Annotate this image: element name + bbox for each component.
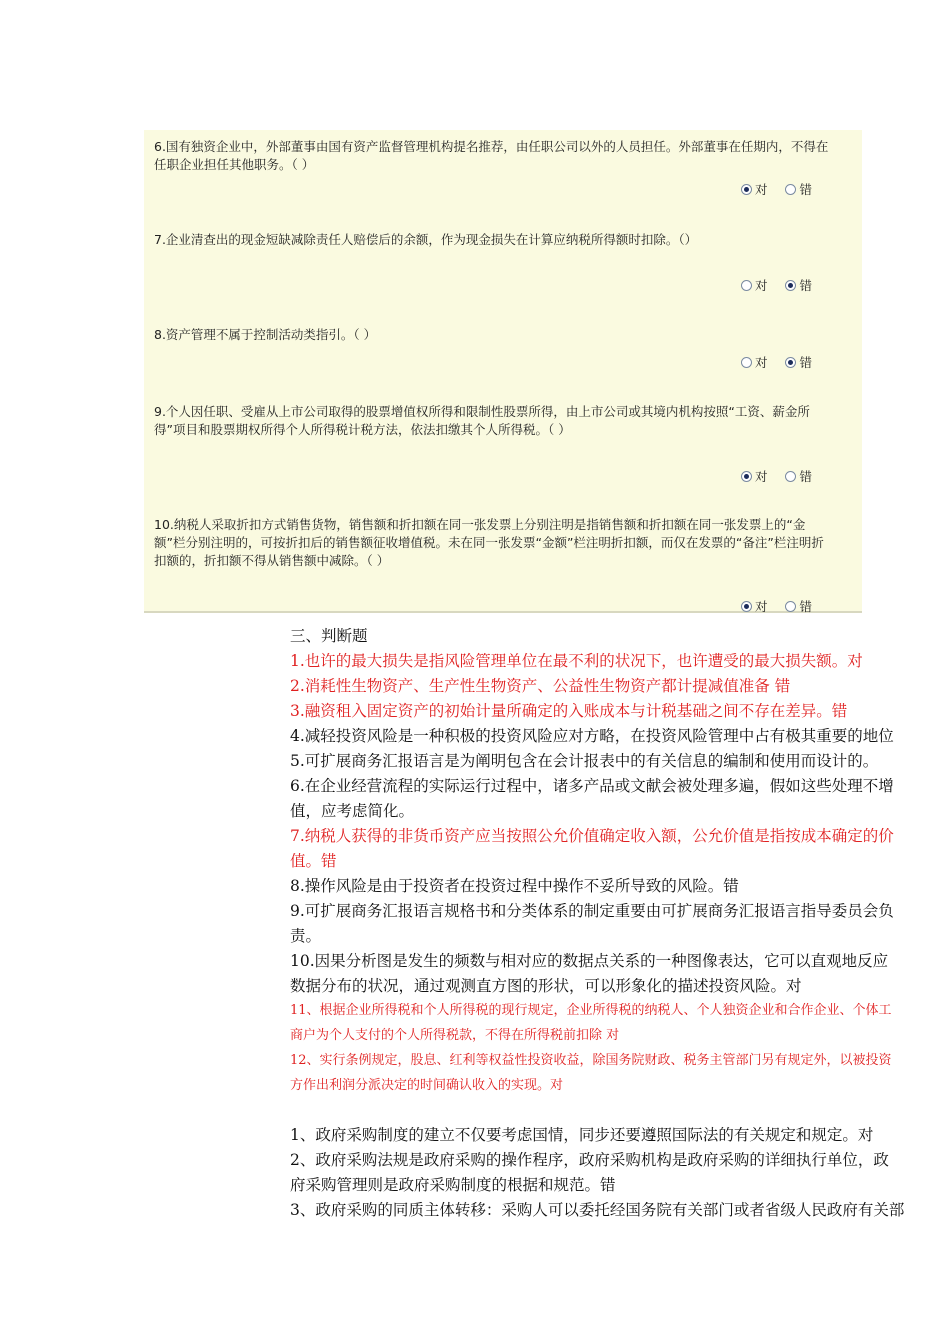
- item-line: 7.纳税人获得的非货币资产应当按照公允价值确定收入额，公允价值是指按成本确定的价: [290, 827, 894, 845]
- item-line: 5.可扩展商务汇报语言是为阐明包含在会计报表中的有关信息的编制和使用而设计的。: [290, 752, 879, 770]
- item-line: 商户为个人支付的个人所得税款，不得在所得税前扣除 对: [290, 1028, 620, 1043]
- item-line: 值，应考虑简化。: [290, 802, 415, 820]
- q7-option-false[interactable]: 错: [785, 276, 812, 294]
- radio-unchecked-icon[interactable]: [785, 601, 796, 612]
- radio-checked-icon[interactable]: [741, 471, 752, 482]
- item-line: 3.融资租入固定资产的初始计量所确定的入账成本与计税基础之间不存在差异。错: [290, 702, 848, 720]
- question-7-options: [741, 276, 812, 294]
- item-line: 1、政府采购制度的建立不仅要考虑国情，同步还要遵照国际法的有关规定和规定。对: [290, 1126, 874, 1144]
- question-10-options: [741, 597, 812, 615]
- radio-unchecked-icon[interactable]: [785, 471, 796, 482]
- q10-option-false[interactable]: 错: [785, 597, 812, 615]
- question-6-options: [741, 180, 812, 198]
- item-line: 府采购管理则是政府采购制度的根据和规范。错: [290, 1176, 616, 1194]
- question-7-text: 7.企业清查出的现金短缺减除责任人赔偿后的余额，作为现金损失在计算应纳税所得额时扣除。（）: [154, 232, 698, 247]
- q10-option-true[interactable]: 对: [741, 597, 768, 615]
- q6-option-false[interactable]: 错: [785, 180, 812, 198]
- item-line: 3、政府采购的同质主体转移：采购人可以委托经国务院有关部门或者省级人民政府有关部: [290, 1201, 905, 1219]
- item-line: 11、根据企业所得税和个人所得税的现行规定，企业所得税的纳税人、个人独资企业和合作企业、个体工: [290, 1003, 892, 1018]
- item-line: 2、政府采购法规是政府采购的操作程序，政府采购机构是政府采购的详细执行单位，政: [290, 1151, 889, 1169]
- radio-unchecked-icon[interactable]: [741, 357, 752, 368]
- quiz-screenshot-panel: [144, 130, 862, 613]
- question-9-options: [741, 467, 812, 485]
- item-line: 责。: [290, 927, 322, 945]
- section-title: 三、判断题: [290, 627, 368, 645]
- item-line: 8.操作风险是由于投资者在投资过程中操作不妥所导致的风险。错: [290, 877, 739, 895]
- q8-option-false[interactable]: 错: [785, 353, 812, 371]
- item-line: 10.因果分析图是发生的频数与相对应的数据点关系的一种图像表达，它可以直观地反应: [290, 952, 889, 970]
- question-6-text: 6.国有独资企业中，外部董事由国有资产监督管理机构提名推荐，由任职公司以外的人员担任。外部董事在任期内，不得在任职企业担任其他职务。（ ）: [154, 139, 829, 172]
- item-line: 6.在企业经营流程的实际运行过程中，诸多产品或文献会被处理多遍，假如这些处理不增: [290, 777, 894, 795]
- radio-checked-icon[interactable]: [741, 184, 752, 195]
- question-8-options: [741, 353, 812, 371]
- item-line: 值。错: [290, 852, 337, 870]
- question-10-text: 10.纳税人采取折扣方式销售货物，销售额和折扣额在同一张发票上分别注明是指销售额和折扣额在同一张发票上的“金额”栏分别注明的，可按折扣后的销售额征收增值税。未在同一张发票“金额”栏注明折扣额，而仅在发票的“备注”栏注明折扣额的，折扣额不得从销售额中减除。（ ）: [154, 517, 824, 568]
- question-8-text: 8.资产管理不属于控制活动类指引。（ ）: [154, 327, 377, 342]
- item-line: 2.消耗性生物资产、生产性生物资产、公益性生物资产都计提减值准备 错: [290, 677, 791, 695]
- q9-option-true[interactable]: 对: [741, 467, 768, 485]
- q9-option-false[interactable]: 错: [785, 467, 812, 485]
- item-line: 12、实行条例规定，股息、红利等权益性投资收益，除国务院财政、税务主管部门另有规定外，以被投资: [290, 1053, 892, 1068]
- q6-option-true[interactable]: 对: [741, 180, 768, 198]
- question-9-text: 9.个人因任职、受雇从上市公司取得的股票增值权所得和限制性股票所得，由上市公司或其境内机构按照“工资、薪金所得”项目和股票期权所得个人所得税计税方法，依法扣缴其个人所得税。（ ）: [154, 404, 810, 437]
- q8-option-true[interactable]: 对: [741, 353, 768, 371]
- item-line: 9.可扩展商务汇报语言规格书和分类体系的制定重要由可扩展商务汇报语言指导委员会负: [290, 902, 894, 920]
- q7-option-true[interactable]: 对: [741, 276, 768, 294]
- radio-checked-icon[interactable]: [785, 357, 796, 368]
- radio-unchecked-icon[interactable]: [785, 184, 796, 195]
- item-line: 方作出利润分派决定的时间确认收入的实现。对: [290, 1078, 564, 1093]
- radio-unchecked-icon[interactable]: [741, 280, 752, 291]
- item-line: 数据分布的状况，通过观测直方图的形状，可以形象化的描述投资风险。对: [290, 977, 802, 995]
- item-line: 1.也许的最大损失是指风险管理单位在最不利的状况下，也许遭受的最大损失额。对: [290, 652, 863, 670]
- radio-checked-icon[interactable]: [785, 280, 796, 291]
- item-line: 4.减轻投资风险是一种积极的投资风险应对方略，在投资风险管理中占有极其重要的地位: [290, 727, 894, 745]
- radio-checked-icon[interactable]: [741, 601, 752, 612]
